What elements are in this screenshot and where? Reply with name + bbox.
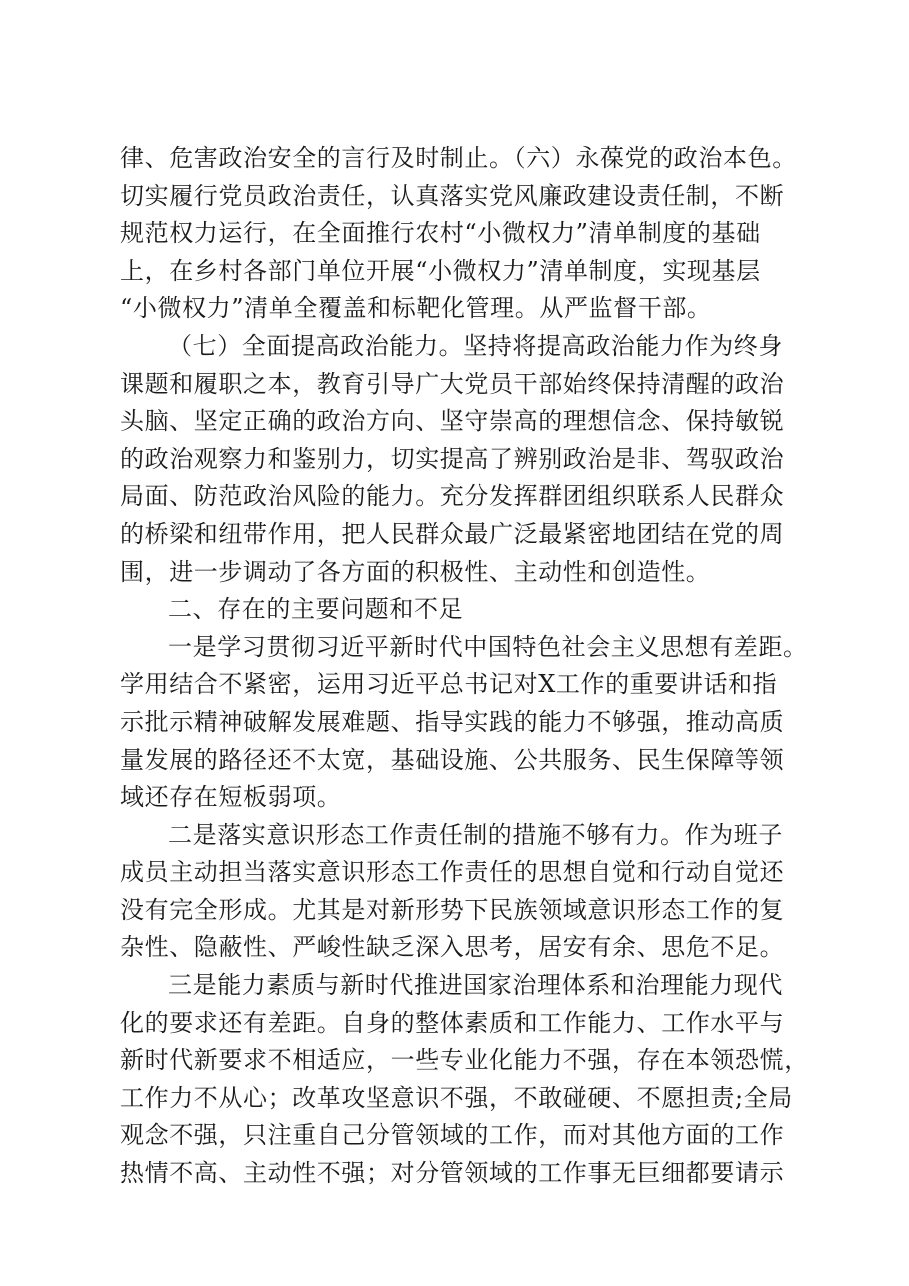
text-line: 没有完全形成。尤其是对新形势下民族领域意识形态工作的复 xyxy=(120,895,785,924)
text-line: “小微权力”清单全覆盖和标靶化管理。从严监督干部。 xyxy=(120,294,712,323)
text-line: 围，进一步调动了各方面的积极性、主动性和创造性。 xyxy=(120,557,711,586)
text-line: （七）全面提高政治能力。坚持将提高政治能力作为终身 xyxy=(168,331,783,360)
text-line: 课题和履职之本，教育引导广大党员干部始终保持清醒的政治 xyxy=(120,369,785,398)
text-line: 局面、防范政治风险的能力。充分发挥群团组织联系人民群众 xyxy=(120,482,785,511)
text-line: 律、危害政治安全的言行及时制止。（六）永葆党的政治本色。 xyxy=(120,144,797,172)
text-line: 一是学习贯彻习近平新时代中国特色社会主义思想有差距。 xyxy=(168,632,808,661)
text-line: 杂性、隐蔽性、严峻性缺乏深入思考，居安有余、思危不足。 xyxy=(120,933,785,962)
text-line: 成员主动担当落实意识形态工作责任的思想自觉和行动自觉还 xyxy=(120,858,785,887)
text-line: 头脑、坚定正确的政治方向、坚守崇高的理想信念、保持敏锐 xyxy=(120,407,785,436)
text-line: 热情不高、主动性不强；对分管领域的工作事无巨细都要请示 xyxy=(120,1159,785,1188)
text-line: 观念不强，只注重自己分管领域的工作，而对其他方面的工作 xyxy=(120,1121,785,1150)
text-line: 化的要求还有差距。自身的整体素质和工作能力、工作水平与 xyxy=(120,1008,785,1037)
text-line: 新时代新要求不相适应，一些专业化能力不强，存在本领恐慌， xyxy=(120,1046,809,1075)
text-line: 上，在乡村各部门单位开展“小微权力”清单制度，实现基层 xyxy=(120,256,761,285)
text-line: 的桥梁和纽带作用，把人民群众最广泛最紧密地团结在党的周 xyxy=(120,519,785,548)
text-line: 切实履行党员政治责任，认真落实党风廉政建设责任制，不断 xyxy=(120,181,785,210)
text-line: 规范权力运行，在全面推行农村“小微权力”清单制度的基础 xyxy=(120,219,761,248)
text-line: 三是能力素质与新时代推进国家治理体系和治理能力现代 xyxy=(168,971,783,1000)
text-line: 示批示精神破解发展难题、指导实践的能力不够强，推动高质 xyxy=(120,707,785,736)
document-body xyxy=(120,140,809,1193)
text-line: 工作力不从心；改革攻坚意识不强，不敢碰硬、不愿担责;全局 xyxy=(120,1083,793,1112)
text-line: 域还存在短板弱项。 xyxy=(120,783,342,812)
text-line: 二、存在的主要问题和不足 xyxy=(168,595,464,624)
text-line: 二是落实意识形态工作责任制的措施不够有力。作为班子 xyxy=(168,820,783,849)
text-line: 的政治观察力和鉴别力，切实提高了辨别政治是非、驾驭政治 xyxy=(120,444,785,473)
text-line: 量发展的路径还不太宽，基础设施、公共服务、民生保障等领 xyxy=(120,745,785,774)
text-line: 学用结合不紧密，运用习近平总书记对X工作的重要讲话和指 xyxy=(120,670,778,699)
